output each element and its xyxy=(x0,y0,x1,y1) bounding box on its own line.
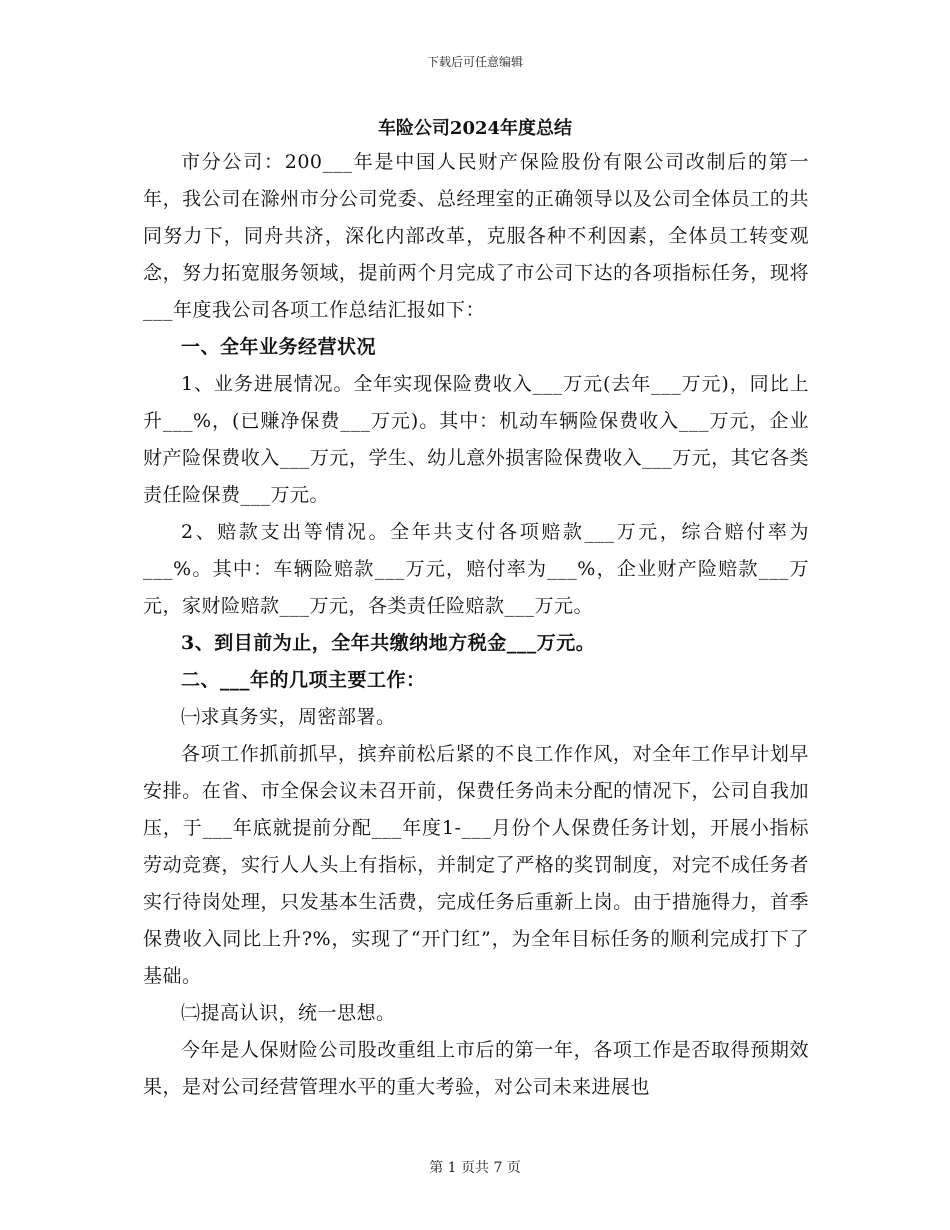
page-header: 下载后可任意编辑 xyxy=(426,55,523,69)
section-heading-2: 二、___年的几项主要工作： xyxy=(181,669,426,691)
section-heading-1: 一、全年业务经营状况 xyxy=(181,336,377,358)
paragraph-taxes: 3、到目前为止，全年共缴纳地方税金___万元。 xyxy=(181,632,596,654)
document-title: 车险公司2024年度总结 xyxy=(377,118,573,139)
paragraph-awareness: 今年是人保财险公司股改重组上市后的第一年，各项工作是否取得预期效果，是对公司经营管理水平的重大考验，对公司未来进展也 xyxy=(143,1039,809,1098)
subheading-1: ㈠求真务实，周密部署。 xyxy=(181,706,396,728)
paragraph-claims: 2、赔款支出等情况。全年共支付各项赔款___万元，综合赔付率为___%。其中：车辆险赔款___万元，赔付率为___%，企业财产险赔款___万元，家财险赔款___万元，各类责任险赔款___万元。 xyxy=(143,521,809,617)
paragraph-business-progress: 1、业务进展情况。全年实现保险费收入___万元(去年___万元)，同比上升___%，(已赚净保费___万元)。其中：机动车辆险保费收入___万元，企业财产险保费收入___万元，学生、幼儿意外损害险保费收入___万元，其它各类责任险保费___万元。 xyxy=(143,373,809,506)
document-body xyxy=(143,144,809,1106)
subheading-2: ㈡提高认识，统一思想。 xyxy=(181,1002,396,1024)
paragraph-planning: 各项工作抓前抓早，摈弃前松后紧的不良工作作风，对全年工作早计划早安排。在省、市全保会议未召开前，保费任务尚未分配的情况下，公司自我加压，于___年底就提前分配___年度1-___月份个人保费任务计划，开展小指标劳动竞赛，实行人人头上有指标，并制定了严格的奖罚制度，对完不成任务者实行待岗处理，只发基本生活费，完成任务后重新上岗。由于措施得力，首季保费收入同比上升?%，实现了“开门红”，为全年目标任务的顺利完成打下了基础。 xyxy=(143,743,809,987)
page-footer: 第 1 页共 7 页 xyxy=(429,1160,521,1176)
paragraph-intro: 市分公司：200___年是中国人民财产保险股份有限公司改制后的第一年，我公司在滁州市分公司党委、总经理室的正确领导以及公司全体员工的共同努力下，同舟共济，深化内部改革，克服各种不利因素，全体员工转变观念，努力拓宽服务领域，提前两个月完成了市公司下达的各项指标任务，现将___年度我公司各项工作总结汇报如下： xyxy=(143,151,809,321)
